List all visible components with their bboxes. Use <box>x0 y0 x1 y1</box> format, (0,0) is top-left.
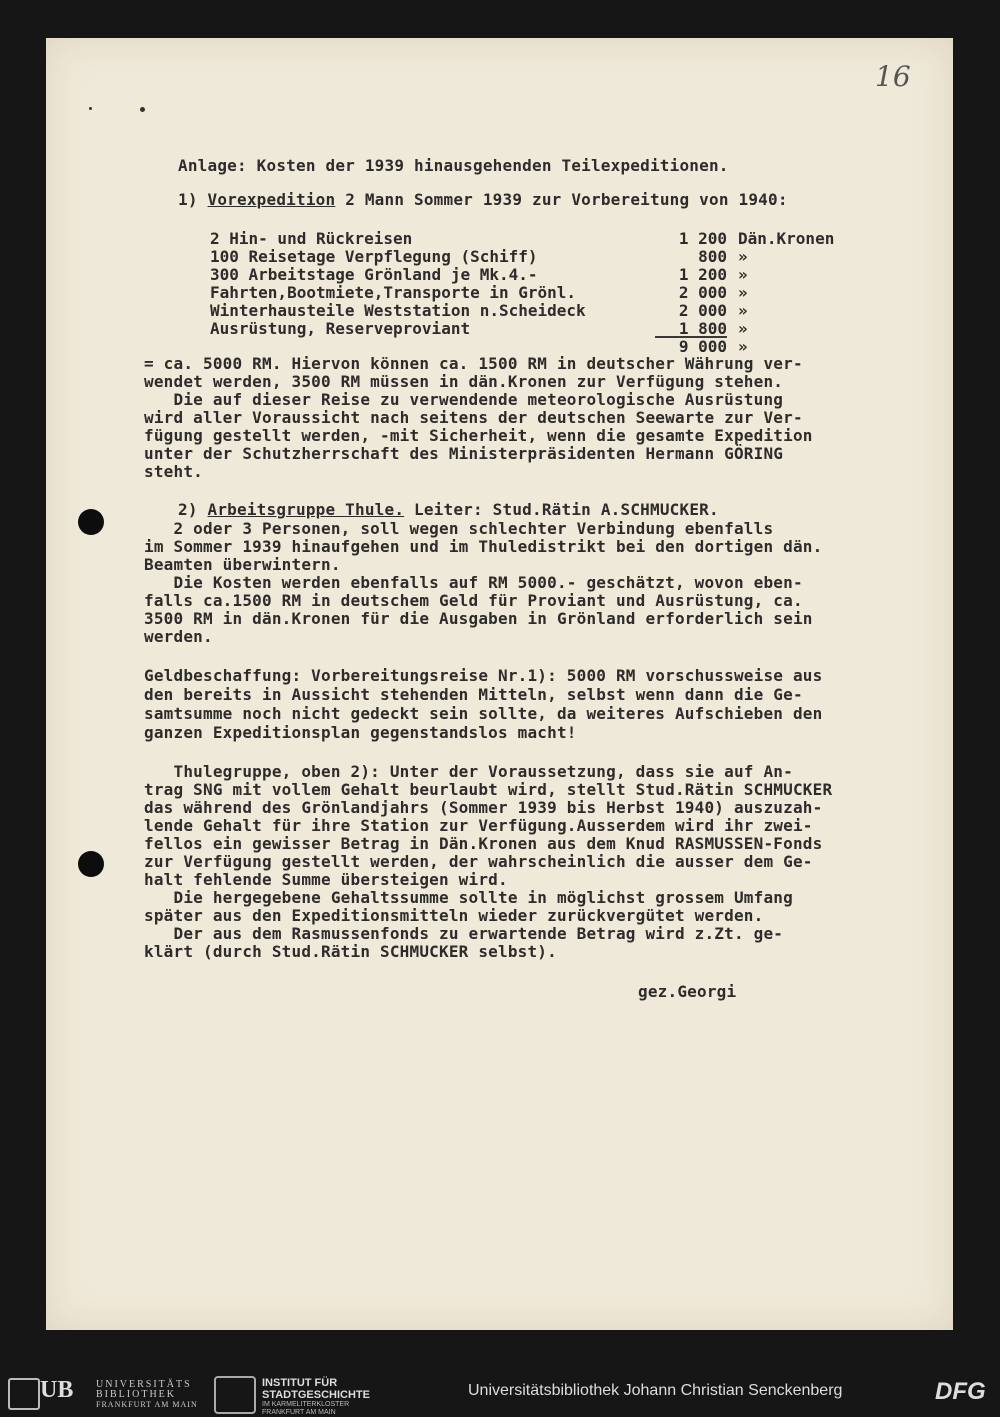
thule-line: lende Gehalt für ihre Station zur Verfügung.Ausserdem wird ihr zwei- <box>144 816 813 835</box>
cost-amount: 800 <box>698 247 727 266</box>
punch-hole <box>78 851 104 877</box>
cost-amount: 1 200 <box>678 265 727 284</box>
ub-line: FRANKFURT AM MAIN <box>96 1400 198 1409</box>
section2-text-line: Beamten überwintern. <box>144 555 341 574</box>
section1-text-line: Die auf dieser Reise zu verwendende meteorologische Ausrüstung <box>144 390 784 409</box>
thule-line: Die hergegebene Gehaltssumme sollte in möglichst grossem Umfang <box>144 888 793 907</box>
punch-hole <box>78 509 104 535</box>
section2-subtitle: Leiter: Stud.Rätin A.SCHMUCKER. <box>414 500 719 519</box>
isg-line: IM KARMELITERKLOSTER <box>262 1401 350 1408</box>
section2-heading <box>178 500 719 519</box>
ub-name <box>96 1380 198 1410</box>
section1-text-line: steht. <box>144 462 203 481</box>
section1-text-line: wendet werden, 3500 RM müssen in dän.Kronen zur Verfügung stehen. <box>144 372 784 391</box>
cost-currency: » <box>738 265 748 284</box>
cost-currency: » <box>738 301 748 320</box>
cost-total-currency: » <box>738 337 748 356</box>
section2-title: Arbeitsgruppe Thule. <box>207 500 405 519</box>
isg-emblem-icon <box>214 1376 256 1414</box>
section2-text-line: werden. <box>144 627 213 646</box>
section1-subtitle: 2 Mann Sommer 1939 zur Vorbereitung von 1940: <box>345 190 788 209</box>
ub-logo: UB <box>40 1377 74 1403</box>
library-name: Universitätsbibliothek Johann Christian Senckenberg <box>468 1382 843 1399</box>
cost-item: 100 Reisetage Verpflegung (Schiff) <box>210 247 538 266</box>
cost-amount: 2 000 <box>678 301 727 320</box>
cost-item: 2 Hin- und Rückreisen <box>210 229 413 248</box>
isg-line: INSTITUT FÜR <box>262 1377 338 1389</box>
cost-currency: » <box>738 319 748 338</box>
thule-line: das während des Grönlandjahrs (Sommer 1939 bis Herbst 1940) auszuzah- <box>144 798 823 817</box>
geldbeschaffung-line: ganzen Expeditionsplan gegenstandslos macht! <box>144 723 577 742</box>
isg-title <box>262 1377 370 1401</box>
cost-item: Fahrten,Bootmiete,Transporte in Grönl. <box>210 283 577 302</box>
section2-text-line: Die Kosten werden ebenfalls auf RM 5000.- geschätzt, wovon eben- <box>144 573 803 592</box>
paper-speck <box>140 107 145 112</box>
cost-item: Winterhausteile Weststation n.Scheideck <box>210 301 586 320</box>
geldbeschaffung-line: samtsumme noch nicht gedeckt sein sollte, da weiteres Aufschieben den <box>144 704 823 723</box>
section2-text-line: falls ca.1500 RM in deutschem Geld für Proviant und Ausrüstung, ca. <box>144 591 803 610</box>
ub-emblem-icon <box>8 1378 40 1410</box>
section1-text-line: = ca. 5000 RM. Hiervon können ca. 1500 RM in deutscher Währung ver- <box>144 354 803 373</box>
document-heading: Anlage: Kosten der 1939 hinausgehenden Teilexpeditionen. <box>178 156 729 175</box>
cost-item: Ausrüstung, Reserveproviant <box>210 319 471 338</box>
geldbeschaffung-line: den bereits in Aussicht stehenden Mitteln, selbst wenn dann die Ge- <box>144 685 803 704</box>
dfg-logo: DFG <box>935 1378 986 1405</box>
thule-line: später aus den Expeditionsmitteln wieder zurückvergütet werden. <box>144 906 764 925</box>
paper-speck <box>89 107 92 110</box>
thule-line: Der aus dem Rasmussenfonds zu erwartende Betrag wird z.Zt. ge- <box>144 924 784 943</box>
section1-heading <box>178 190 788 209</box>
thule-line: Thulegruppe, oben 2): Unter der Voraussetzung, dass sie auf An- <box>144 762 793 781</box>
section2-text-line: 2 oder 3 Personen, soll wegen schlechter Verbindung ebenfalls <box>144 519 774 538</box>
cost-currency: Dän.Kronen <box>738 229 835 248</box>
section2-number: 2) <box>178 500 198 519</box>
cost-amount: 2 000 <box>678 283 727 302</box>
footer-bar <box>0 1371 1000 1415</box>
section2-text-line: im Sommer 1939 hinaufgehen und im Thuledistrikt bei den dortigen dän. <box>144 537 823 556</box>
thule-line: halt fehlende Summe übersteigen wird. <box>144 870 508 889</box>
thule-line: klärt (durch Stud.Rätin SCHMUCKER selbst). <box>144 942 557 961</box>
folio-number: 16 <box>875 60 911 93</box>
cost-amount: 1 800 <box>678 319 727 338</box>
cost-total-amount: 9 000 <box>678 337 727 356</box>
cost-item: 300 Arbeitstage Grönland je Mk.4.- <box>210 265 538 284</box>
section1-text-line: wird aller Voraussicht nach seitens der deutschen Seewarte zur Ver- <box>144 408 803 427</box>
section1-text-line: fügung gestellt werden, -mit Sicherheit, wenn die gesamte Expedition <box>144 426 813 445</box>
ub-line: UNIVERSITÄTS <box>96 1379 192 1390</box>
thule-line: fellos ein gewisser Betrag in Dän.Kronen aus dem Knud RASMUSSEN-Fonds <box>144 834 823 853</box>
section1-text-line: unter der Schutzherrschaft des Ministerpräsidenten Hermann GÖRING <box>144 444 784 463</box>
section1-number: 1) <box>178 190 198 209</box>
thule-line: zur Verfügung gestellt werden, der wahrscheinlich die ausser dem Ge- <box>144 852 813 871</box>
cost-currency: » <box>738 247 748 266</box>
ub-line: BIBLIOTHEK <box>96 1389 176 1400</box>
section1-title: Vorexpedition <box>207 190 336 209</box>
cost-amount: 1 200 <box>678 229 727 248</box>
signature: gez.Georgi <box>638 982 737 1001</box>
cost-currency: » <box>738 283 748 302</box>
isg-line: FRANKFURT AM MAIN <box>262 1409 336 1416</box>
isg-line: STADTGESCHICHTE <box>262 1389 370 1401</box>
geldbeschaffung-line: Geldbeschaffung: Vorbereitungsreise Nr.1): 5000 RM vorschussweise aus <box>144 666 823 685</box>
sum-rule <box>655 336 727 338</box>
section2-text-line: 3500 RM in dän.Kronen für die Ausgaben in Grönland erforderlich sein <box>144 609 813 628</box>
thule-line: trag SNG mit vollem Gehalt beurlaubt wird, stellt Stud.Rätin SCHMUCKER <box>144 780 833 799</box>
